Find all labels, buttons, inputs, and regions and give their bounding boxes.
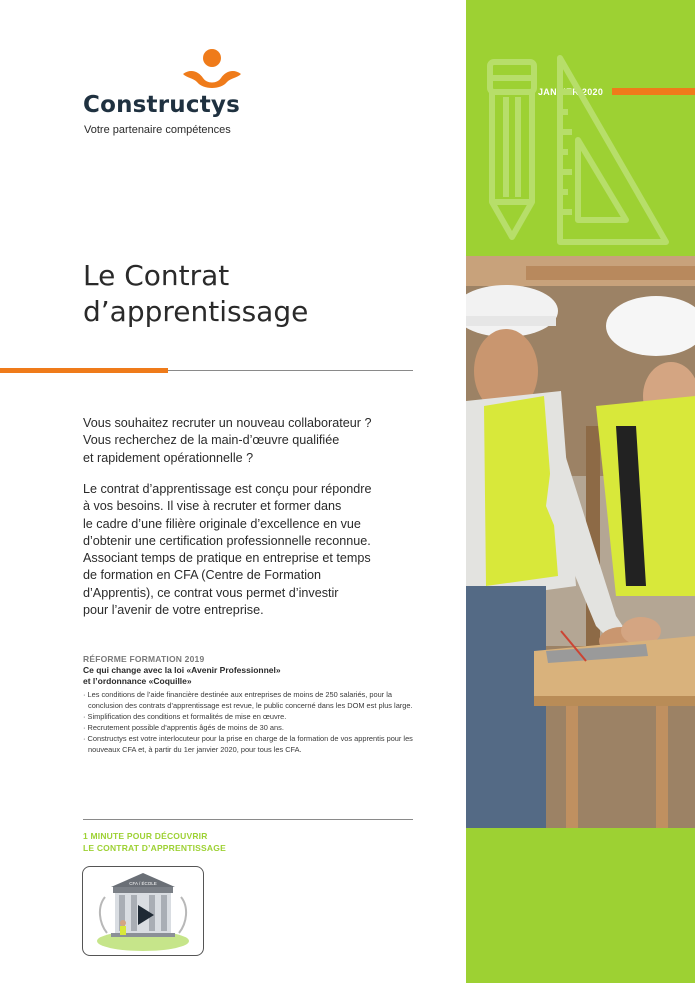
list-item: · Les conditions de l’aide financière destinée aux entreprises de moins de 250 salariés, pour la conclusion des contrats d’apprentissage est revue, le public concerné dans les DOM est plus large. [83,689,418,711]
intro-line: Vous recherchez de la main-d’œuvre qualifiée [83,433,340,448]
title-line-1: Le Contrat [83,259,230,292]
building-label: CFA / ÉCOLE [129,881,157,886]
pencil-ruler-icon [478,52,678,252]
intro-line: d’Apprentis), ce contrat vous permet d’investir [83,585,339,600]
page-title [83,258,308,330]
title-accent-bar [0,368,168,373]
brand-tagline: Votre partenaire compétences [84,124,231,136]
reform-subtitle-2: et l’ordonnance «Coquille» [83,676,192,686]
reform-subtitle-1: Ce qui change avec la loi «Avenir Professionnel» [83,665,281,675]
reform-subtitle [83,665,418,687]
video-caption-line-1: 1 MINUTE POUR DÉCOUVRIR [83,831,208,841]
list-item: · Simplification des conditions et formalités de mise en œuvre. [83,711,418,722]
title-line-2: d’apprentissage [83,295,309,328]
intro-line: le cadre d’une filière originale d’excellence en vue [83,516,361,531]
intro-line: Le contrat d’apprentissage est conçu pour répondre [83,482,372,496]
publication-date: JANVIER 2020 [538,87,604,97]
intro-paragraph-2 [83,481,413,619]
intro-line: pour l’avenir de votre entreprise. [83,603,264,618]
list-item: · Recrutement possible d’apprentis âgés de moins de 30 ans. [83,722,418,733]
intro-line: Associant temps de pratique en entreprise et temps [83,551,371,566]
construction-workers-photo [466,256,695,828]
video-thumbnail[interactable] [82,866,204,956]
intro-paragraph-1 [83,415,413,467]
intro-line: d’obtenir une certification professionnelle reconnue. [83,533,371,548]
reform-section [83,654,418,755]
reform-list [83,689,418,755]
video-caption-line-2: LE CONTRAT D’APPRENTISSAGE [83,843,226,853]
constructys-logo-icon [181,48,243,94]
reform-heading: RÉFORME FORMATION 2019 [83,654,205,664]
intro-line: Vous souhaitez recruter un nouveau collaborateur ? [83,416,372,430]
intro-line: à vos besoins. Il vise à recruter et former dans [83,499,342,514]
intro-line: et rapidement opérationnelle ? [83,450,254,465]
intro-line: de formation en CFA (Centre de Formation [83,568,321,583]
video-caption [83,830,226,854]
list-item: · Constructys est votre interlocuteur pour la prise en charge de la formation de vos apprentis pour les nouveaux CFA et, à partir du 1er janvier 2020, pour tous les CFA. [83,733,418,755]
brand-name: Constructys [83,92,240,118]
title-divider [168,370,413,371]
section-divider [83,819,413,820]
